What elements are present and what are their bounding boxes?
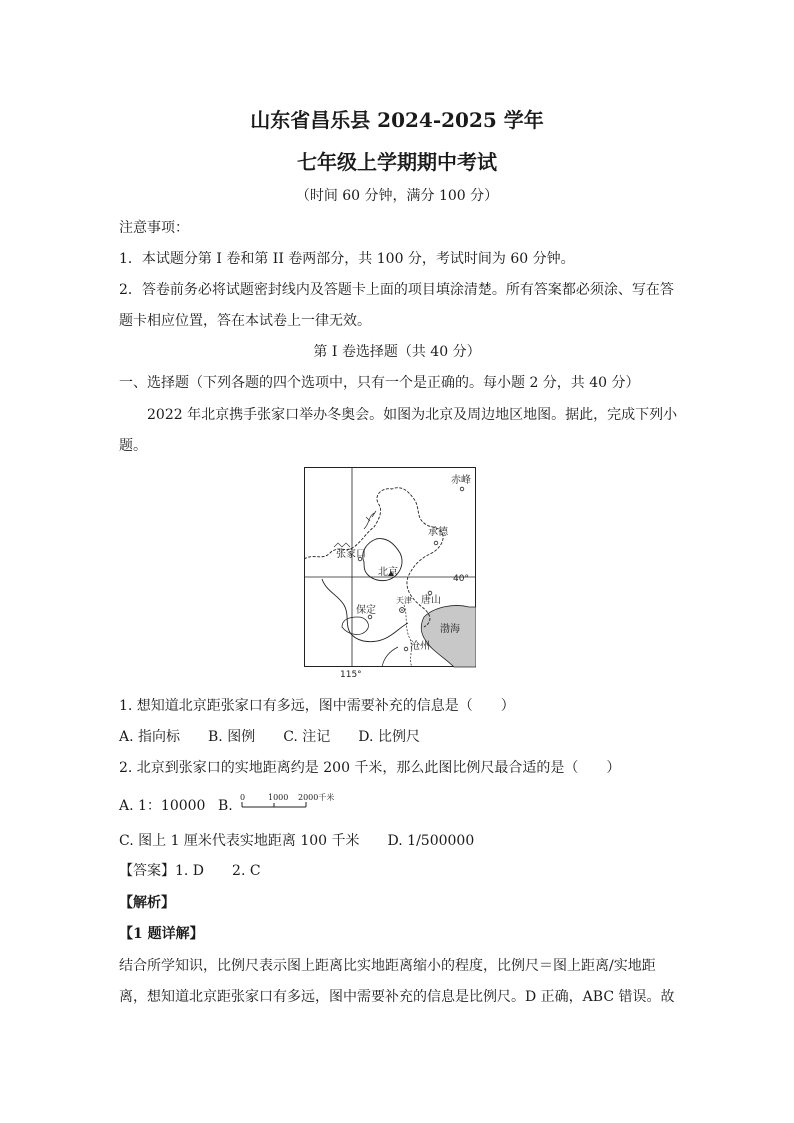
map-label-bohai: 渤海 <box>440 624 460 635</box>
notes-item-1: 1．本试题分第 I 卷和第 II 卷两部分，共 100 分，考试时间为 60 分钟。 <box>119 251 575 267</box>
notes-item-2-line1: 2．答卷前务必将试题密封线内及答题卡上面的项目填涂清楚。所有答案都必须涂、写在答 <box>119 282 674 298</box>
detail-1-text-line1: 结合所学知识，比例尺表示图上距离比实地距离缩小的程度，比例尺＝图上距离/实地距 <box>119 958 656 974</box>
map-label-tangshan: 唐山 <box>421 595 441 606</box>
scale-label-2000: 2000千米 <box>298 793 335 802</box>
passage-line1: 2022 年北京携手张家口举办冬奥会。如图为北京及周边地区地图。据此，完成下列小 <box>147 407 678 423</box>
question-2-stem: 2. 北京到张家口的实地距离约是 200 千米，那么此图比例尺最合适的是（ ） <box>119 760 621 776</box>
question-2-options-cd: C. 图上 1 厘米代表实地距离 100 千米 D. 1/500000 <box>119 833 475 849</box>
map-label-latitude: 40° <box>453 574 469 584</box>
map-label-tianjin: 天津 <box>396 596 412 605</box>
detail-1-heading: 【1 题详解】 <box>119 926 204 942</box>
beijing-region-map <box>304 467 476 679</box>
map-label-zhangjiakou: 张家口 <box>336 549 366 560</box>
notes-heading: 注意事项： <box>119 220 189 236</box>
map-label-chengde: 承德 <box>428 527 448 538</box>
scale-label-0: 0 <box>240 793 246 802</box>
section-title: 第 I 卷选择题（共 40 分） <box>313 344 481 360</box>
map-label-cangzhou: 沧州 <box>410 641 430 652</box>
detail-1-text-line2: 离，想知道北京距张家口有多远，图中需要补充的信息是比例尺。D 正确，ABC 错误。故 <box>119 989 675 1005</box>
passage-line2: 题。 <box>119 438 147 454</box>
exam-title-line2: 七年级上学期期中考试 <box>297 150 497 174</box>
map-label-baoding: 保定 <box>356 605 376 616</box>
analysis-heading: 【解析】 <box>119 895 175 911</box>
map-label-beijing: 北京 <box>378 567 398 578</box>
map-label-longitude: 115° <box>340 670 362 679</box>
answer-line: 【答案】1. D 2. C <box>119 863 261 879</box>
scale-bar <box>236 791 356 813</box>
exam-title-line1: 山东省昌乐县 2024-2025 学年 <box>250 108 544 132</box>
exam-subtitle: （时间 60 分钟，满分 100 分） <box>295 188 499 204</box>
map-label-chifeng: 赤峰 <box>451 475 471 486</box>
question-1-stem: 1. 想知道北京距张家口有多远，图中需要补充的信息是（ ） <box>119 698 515 714</box>
section-instruction: 一、选择题（下列各题的四个选项中，只有一个是正确的。每小题 2 分，共 40 分） <box>119 375 640 391</box>
scale-label-1000: 1000 <box>268 793 289 802</box>
question-2-option-b-label: B. <box>218 798 233 814</box>
question-1-options: A. 指向标 B. 图例 C. 注记 D. 比例尺 <box>119 729 420 745</box>
notes-item-2-line2: 题卡相应位置，答在本试卷上一律无效。 <box>119 313 371 329</box>
question-2-option-a: A. 1：10000 <box>119 798 206 814</box>
